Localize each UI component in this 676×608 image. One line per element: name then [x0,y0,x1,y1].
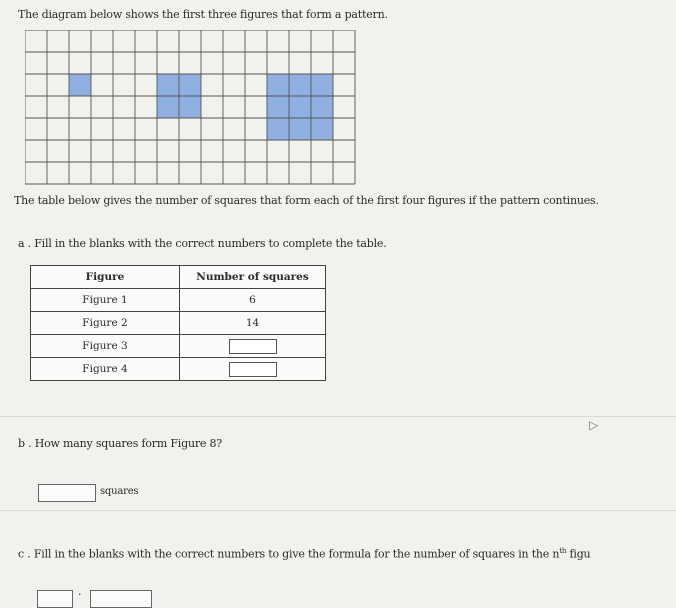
count-cell: 6 [180,289,326,312]
figure-cell: Figure 4 [31,358,180,381]
part-c-text-main: c . Fill in the blanks with the correct numbers to give the formula for the number of squares in the n [18,547,560,561]
table-row [31,358,326,381]
intro-text: The diagram below shows the first three figures that form a pattern. [18,8,388,21]
section-divider [0,416,676,417]
table-header-row [31,266,326,289]
figure-8-answer-box[interactable] [38,484,96,502]
part-c-text [18,547,590,561]
figure-cell: Figure 3 [31,335,180,358]
figure-3-answer-blank[interactable] [229,339,277,354]
answer-cell [180,335,326,358]
squares-table [30,265,326,381]
shaded-block [267,74,333,140]
multiply-dot: · [78,588,82,601]
table-row [31,289,326,312]
table-intro-text: The table below gives the number of squares that form each of the first four figures if the pattern continues. [14,194,599,207]
part-c-superscript: th [559,547,567,555]
part-a-text: a . Fill in the blanks with the correct numbers to complete the table. [18,237,387,250]
part-c-text-tail: figu [566,547,591,561]
formula-blank-1[interactable] [37,590,73,608]
figure-cell: Figure 2 [31,312,180,335]
part-b-text: b . How many squares form Figure 8? [18,437,222,450]
cursor-icon: ▷ [589,418,599,432]
count-cell: 14 [180,312,326,335]
section-divider [0,510,676,511]
squares-label: squares [100,486,139,497]
table-row [31,335,326,358]
figure-cell: Figure 1 [31,289,180,312]
shaded-block [69,74,91,96]
figure-4-answer-blank[interactable] [229,362,277,377]
formula-blank-2[interactable] [90,590,152,608]
pattern-diagram [25,30,360,190]
header-number-of-squares: Number of squares [180,266,326,289]
table-row [31,312,326,335]
answer-cell [180,358,326,381]
header-figure: Figure [31,266,180,289]
